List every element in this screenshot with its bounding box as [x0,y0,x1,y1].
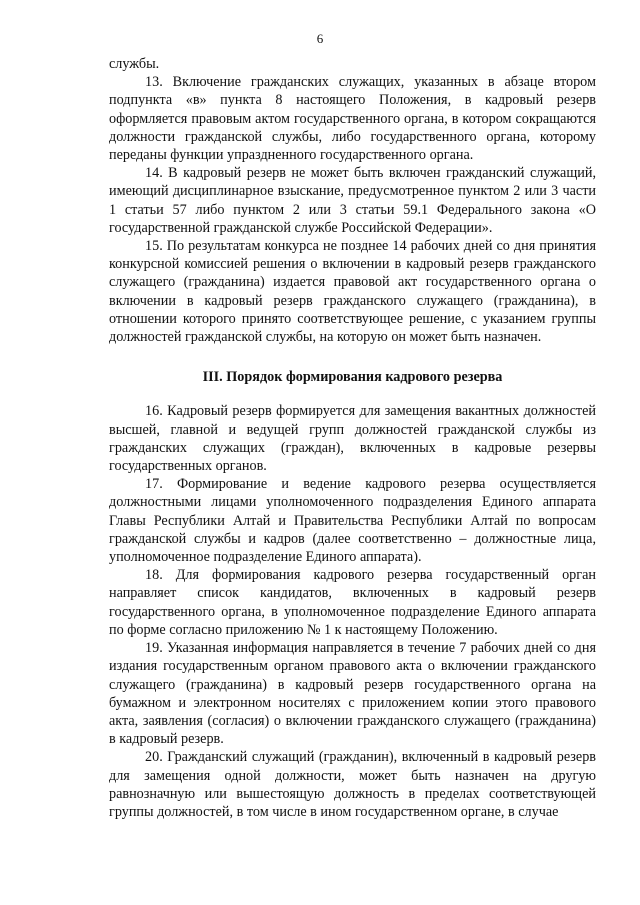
paragraph-16: 16. Кадровый резерв формируется для замещения вакантных должностей высшей, главной и ведущей групп должностей гражданской службы из гражданских служащих (граждан), включенных в кадровые резервы государственных органов. [109,403,596,475]
paragraph-13: 13. Включение гражданских служащих, указанных в абзаце втором подпункта «в» пункта 8 настоящего Положения, в кадровый резерв оформляется правовым актом государственного органа, в котором сокращаются должности гражданской службы, либо государственного органа, которому переданы функции упраздненного государственного органа. [109,74,596,164]
paragraph-20: 20. Гражданский служащий (гражданин), включенный в кадровый резерв для замещения одной должности, может быть назначен на другую равнозначную или вышестоящую должность в пределах соответствующей группы должностей, в том числе в ином государственном органе, в случае [109,749,596,820]
page-number: 6 [316,31,324,46]
paragraph-17: 17. Формирование и ведение кадрового резерва осуществляется должностными лицами уполномоченного подразделения Единого аппарата Главы Республики Алтай и Правительства Республики Алтай по вопросам гражданской службы и кадров (далее соответственно – должностные лица, уполномоченное подразделение Единого аппарата). [109,476,596,566]
paragraph-continuation: службы. [109,56,160,72]
paragraph-18: 18. Для формирования кадрового резерва государственный орган направляет список кандидатов, включенных в кадровый резерв государственного органа, в уполномоченное подразделение Единого аппарата по форме согласно приложению № 1 к настоящему Положению. [109,567,596,638]
document-body [109,55,596,821]
section-heading: III. Порядок формирования кадрового резерва [202,369,503,386]
paragraph-15: 15. По результатам конкурса не позднее 14 рабочих дней со дня принятия конкурсной комиссией решения о включении в кадровый резерв гражданского служащего (гражданина) издается правовой акт государственного органа о включении в кадровый резерв гражданского служащего (гражданина), в отношении которого принято соответствующее решение, с указанием группы должностей гражданской службы, на которую он может быть назначен. [109,238,596,346]
paragraph-14: 14. В кадровый резерв не может быть включен гражданский служащий, имеющий дисциплинарное взыскание, предусмотренное пунктом 2 или 3 части 1 статьи 57 либо пунктом 2 или 3 статьи 59.1 Федерального закона «О государственной гражданской службе Российской Федерации». [109,165,596,236]
paragraph-19: 19. Указанная информация направляется в течение 7 рабочих дней со дня издания государственным органом правового акта о включении гражданского служащего (гражданина) в кадровый резерв государственного органа на бумажном и электронном носителях с приложением копии этого правового акта, заявления (согласия) о включении гражданского служащего (гражданина) в кадровый резерв. [109,640,596,748]
